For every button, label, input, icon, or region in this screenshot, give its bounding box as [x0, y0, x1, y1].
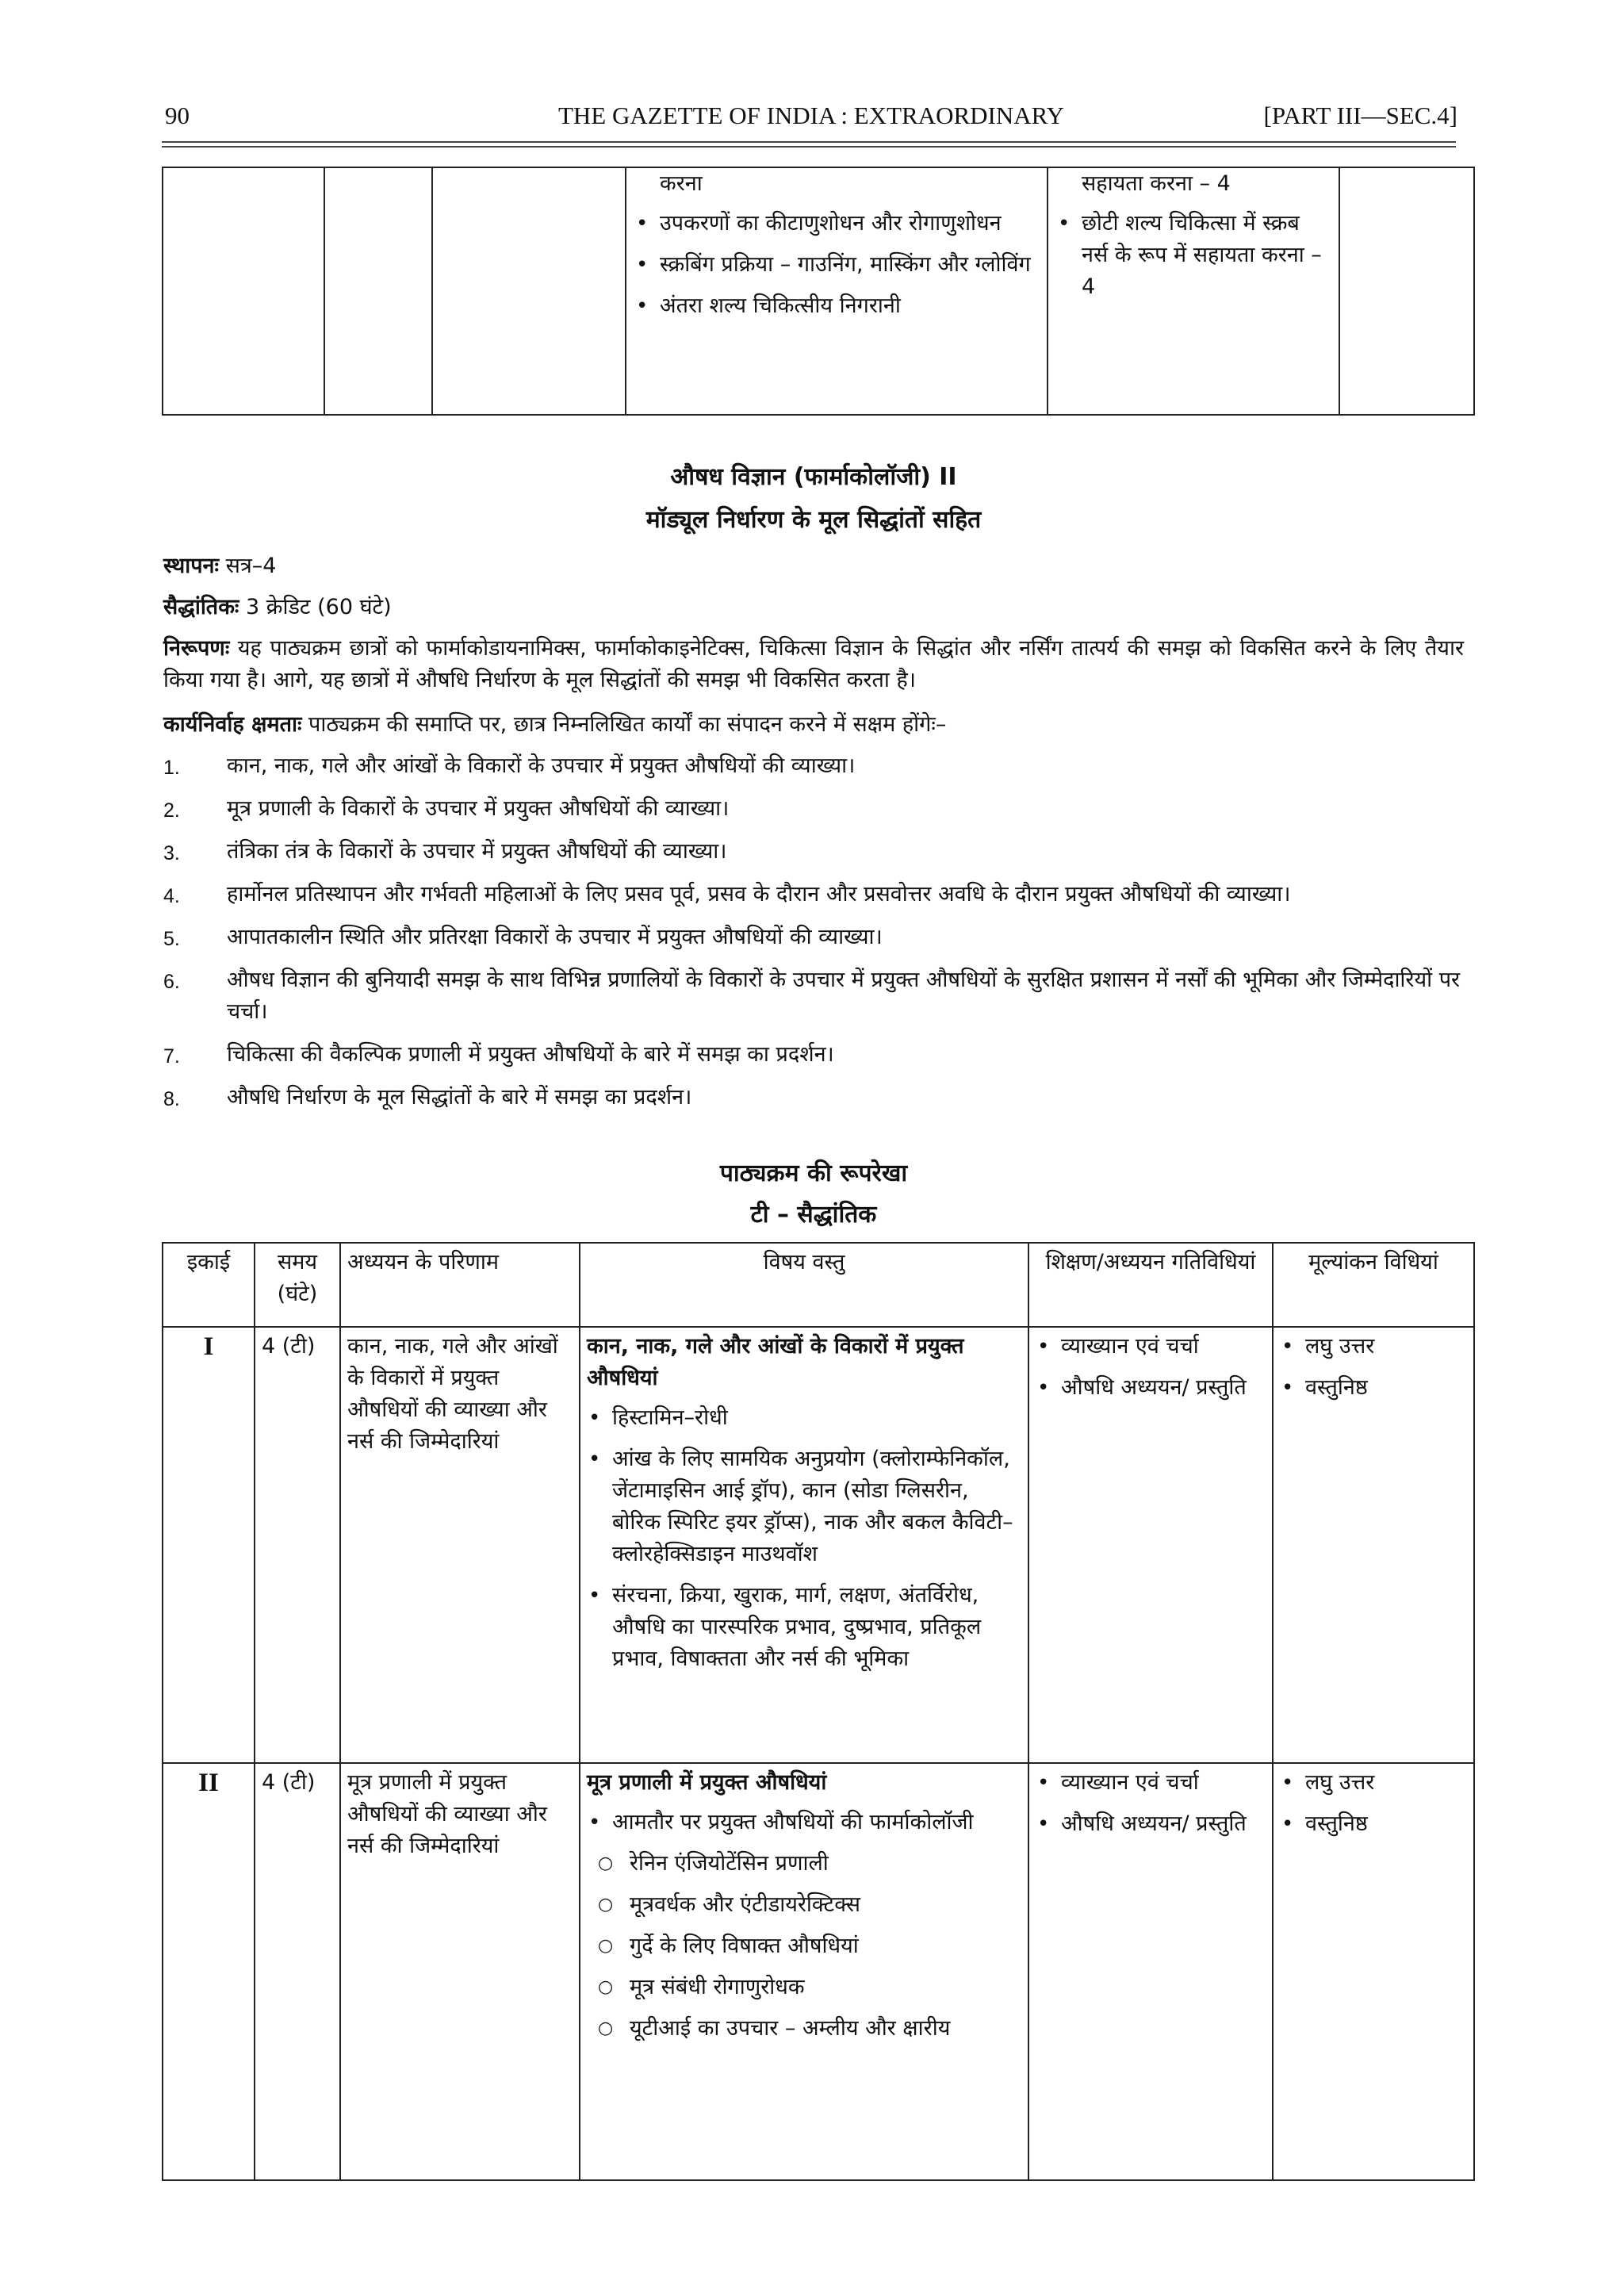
- list-item: [163, 922, 1464, 953]
- list-item: • अंतरा शल्य चिकित्सीय निगरानी: [634, 290, 1039, 322]
- list-item: • संरचना, क्रिया, खुराक, मार्ग, लक्षण, अंतर्विरोध, औषधि का पारस्परिक प्रभाव, दुष्प्रभाव, प्रतिकूल प्रभाव, विषाक्तता और नर्स की भूमिका: [587, 1580, 1021, 1675]
- col-header-activities: शिक्षण/अध्ययन गतिविधियां: [1028, 1243, 1273, 1327]
- theory-line: [163, 592, 1464, 623]
- empty-cell: [432, 167, 626, 415]
- content-cell: [580, 1763, 1028, 2180]
- placement-label: स्थापनः: [163, 554, 219, 578]
- col-header-content: विषय वस्तु: [580, 1243, 1028, 1327]
- table-row: [163, 1327, 1474, 1763]
- list-item: [163, 879, 1464, 910]
- competency-value: पाठ्यक्रम की समाप्ति पर, छात्र निम्नलिखित कार्यों का संपादन करने में सक्षम होंगेः–: [308, 712, 947, 737]
- continued-text: सहायता करना – 4: [1082, 171, 1231, 196]
- assessment-cell: [1273, 1327, 1474, 1763]
- item-text: कान, नाक, गले और आंखों के विकारों के उपचार में प्रयुक्त औषधियों की व्याख्या।: [227, 753, 856, 778]
- item-text: तंत्रिका तंत्र के विकारों के उपचार में प्रयुक्त औषधियों की व्याख्या।: [227, 839, 727, 864]
- content-heading: मूत्र प्रणाली में प्रयुक्त औषधियां: [587, 1770, 827, 1795]
- list-item: [163, 793, 1464, 825]
- item-number: 5.: [163, 928, 180, 950]
- course-outline-table: [162, 1242, 1475, 2181]
- col-header-assessment: मूल्यांकन विधियां: [1273, 1243, 1474, 1327]
- continued-text: करना: [660, 171, 703, 196]
- list-item: • औषधि अध्ययन/ प्रस्तुति: [1036, 1372, 1266, 1404]
- list-item: • व्याख्यान एवं चर्चा: [1036, 1331, 1266, 1363]
- unit-cell: I: [163, 1327, 255, 1763]
- list-item: • स्क्रबिंग प्रक्रिया – गाउनिंग, मास्किंग और ग्लोविंग: [634, 249, 1039, 281]
- list-item: • औषधि अध्ययन/ प्रस्तुति: [1036, 1808, 1266, 1840]
- item-text: हार्मोनल प्रतिस्थापन और गर्भवती महिलाओं के लिए प्रसव पूर्व, प्रसव के दौरान और प्रसवोत्तर अवधि के दौरान प्रयुक्त औषधियों की व्याख्या।: [227, 882, 1291, 907]
- gazette-title: THE GAZETTE OF INDIA : EXTRAORDINARY: [557, 102, 1065, 129]
- activity-cell: [1048, 167, 1339, 415]
- sub-list-item: ○ गुर्दे के लिए विषाक्त औषधियां: [598, 1930, 1021, 1962]
- competency-label: कार्यनिर्वाह क्षमताः: [163, 712, 302, 737]
- item-number: 2.: [163, 799, 180, 822]
- outline-subtitle: टी – सैद्धांतिक: [750, 1201, 877, 1228]
- list-item: [163, 1039, 1464, 1071]
- course-subtitle: मॉड्यूल निर्धारण के मूल सिद्धांतों सहित: [645, 506, 982, 534]
- outline-title: पाठ्यक्रम की रूपरेखा: [719, 1159, 908, 1187]
- item-number: 4.: [163, 885, 180, 907]
- sub-list-item: ○ यूटीआई का उपचार – अम्लीय और क्षारीय: [598, 2013, 1021, 2045]
- sub-list-item: ○ मूत्रवर्धक और एंटीडायरेक्टिक्स: [598, 1889, 1021, 1921]
- content-heading: कान, नाक, गले और आंखों के विकारों में प्रयुक्त औषधियां: [587, 1334, 964, 1390]
- description-paragraph: [163, 633, 1464, 696]
- item-text: औषध विज्ञान की बुनियादी समझ के साथ विभिन्न प्रणालियों के विकारों के उपचार में प्रयुक्त औषधियों के सुरक्षित प्रशासन में नर्सों की भूमिका और जिम्मेदारियों पर चर्चा।: [227, 968, 1461, 1024]
- list-item: • लघु उत्तर: [1280, 1767, 1467, 1799]
- placement-line: [163, 550, 1464, 582]
- time-cell: 4 (टी): [255, 1327, 340, 1763]
- col-header-time: समय (घंटे): [255, 1243, 340, 1327]
- continuation-table: [162, 167, 1475, 416]
- item-number: 3.: [163, 842, 180, 864]
- list-item: • वस्तुनिष्ठ: [1280, 1372, 1467, 1404]
- list-item: [163, 750, 1464, 782]
- empty-cell: [1339, 167, 1474, 415]
- part-section: [PART III—SEC.4]: [1263, 102, 1457, 129]
- list-item: • लघु उत्तर: [1280, 1331, 1467, 1363]
- theory-label: सैद्धांतिकः: [163, 595, 239, 619]
- empty-cell: [163, 167, 324, 415]
- item-text: चिकित्सा की वैकल्पिक प्रणाली में प्रयुक्त औषधियों के बारे में समझ का प्रदर्शन।: [227, 1042, 834, 1067]
- list-item: • हिस्टामिन–रोधी: [587, 1402, 1021, 1434]
- list-item: [163, 964, 1464, 1028]
- time-cell: 4 (टी): [255, 1763, 340, 2180]
- col-header-unit: इकाई: [163, 1243, 255, 1327]
- empty-cell: [324, 167, 432, 415]
- list-item: • छोटी शल्य चिकित्सा में स्क्रब नर्स के रूप में सहायता करना – 4: [1056, 208, 1331, 303]
- item-text: मूत्र प्रणाली के विकारों के उपचार में प्रयुक्त औषधियों की व्याख्या।: [227, 796, 730, 821]
- outcome-cell: मूत्र प्रणाली में प्रयुक्त औषधियों की व्याख्या और नर्स की जिम्मेदारियां: [340, 1763, 580, 2180]
- sub-list-item: ○ मूत्र संबंधी रोगाणुरोधक: [598, 1972, 1021, 2003]
- content-cell: [626, 167, 1048, 415]
- content-cell: [580, 1327, 1028, 1763]
- list-item: • आंख के लिए सामयिक अनुप्रयोग (क्लोराम्फेनिकॉल, जेंटामाइसिन आई ड्रॉप), कान (सोडा ग्लिसरीन, बोरिक स्पिरिट इयर ड्रॉप्स), नाक और बकल कैविटी–क्लोरहेक्सिडाइन माउथवॉश: [587, 1443, 1021, 1570]
- page-number: 90: [165, 102, 190, 129]
- item-number: 6.: [163, 971, 180, 993]
- assessment-cell: [1273, 1763, 1474, 2180]
- theory-value: 3 क्रेडिट (60 घंटे): [246, 595, 392, 619]
- item-text: आपातकालीन स्थिति और प्रतिरक्षा विकारों के उपचार में प्रयुक्त औषधियों की व्याख्या।: [227, 925, 883, 949]
- item-number: 7.: [163, 1045, 180, 1068]
- page-header: [165, 102, 1457, 136]
- table-header-row: [163, 1243, 1474, 1327]
- course-title: औषध विज्ञान (फार्माकोलॉजी) II: [670, 463, 957, 491]
- sub-list-item: ○ रेनिन एंजियोटेंसिन प्रणाली: [598, 1848, 1021, 1880]
- list-item: • उपकरणों का कीटाणुशोधन और रोगाणुशोधन: [634, 208, 1039, 240]
- placement-value: सत्र–4: [225, 554, 277, 578]
- table-row: [163, 1763, 1474, 2180]
- description-value: यह पाठ्यक्रम छात्रों को फार्माकोडायनामिक्स, फार्माकोकाइनेटिक्स, चिकित्सा विज्ञान के सिद्धांत और नर्सिंग तात्पर्य की समझ को विकसित करने के लिए तैयार किया गया है। आगे, यह छात्रों में औषधि निर्धारण के मूल सिद्धांतों की समझ भी विकसित करता है।: [163, 636, 1464, 692]
- description-label: निरूपणः: [163, 636, 230, 661]
- item-number: 8.: [163, 1088, 180, 1110]
- list-item: • आमतौर पर प्रयुक्त औषधियों की फार्माकोलॉजी: [587, 1807, 1021, 1838]
- item-text: औषधि निर्धारण के मूल सिद्धांतों के बारे में समझ का प्रदर्शन।: [227, 1085, 692, 1110]
- list-item: [163, 1082, 1464, 1114]
- competency-list: [163, 750, 1464, 1125]
- competency-intro: [163, 709, 1464, 741]
- outcome-cell: कान, नाक, गले और आंखों के विकारों में प्रयुक्त औषधियों की व्याख्या और नर्स की जिम्मेदारियां: [340, 1327, 580, 1763]
- header-rule-second: [162, 146, 1456, 148]
- activities-cell: [1028, 1763, 1273, 2180]
- list-item: [163, 836, 1464, 868]
- list-item: • व्याख्यान एवं चर्चा: [1036, 1767, 1266, 1799]
- activities-cell: [1028, 1327, 1273, 1763]
- list-item: • वस्तुनिष्ठ: [1280, 1808, 1467, 1840]
- col-header-outcome: अध्ययन के परिणाम: [340, 1243, 580, 1327]
- unit-cell: II: [163, 1763, 255, 2180]
- header-rule: [162, 141, 1456, 143]
- item-number: 1.: [163, 757, 180, 779]
